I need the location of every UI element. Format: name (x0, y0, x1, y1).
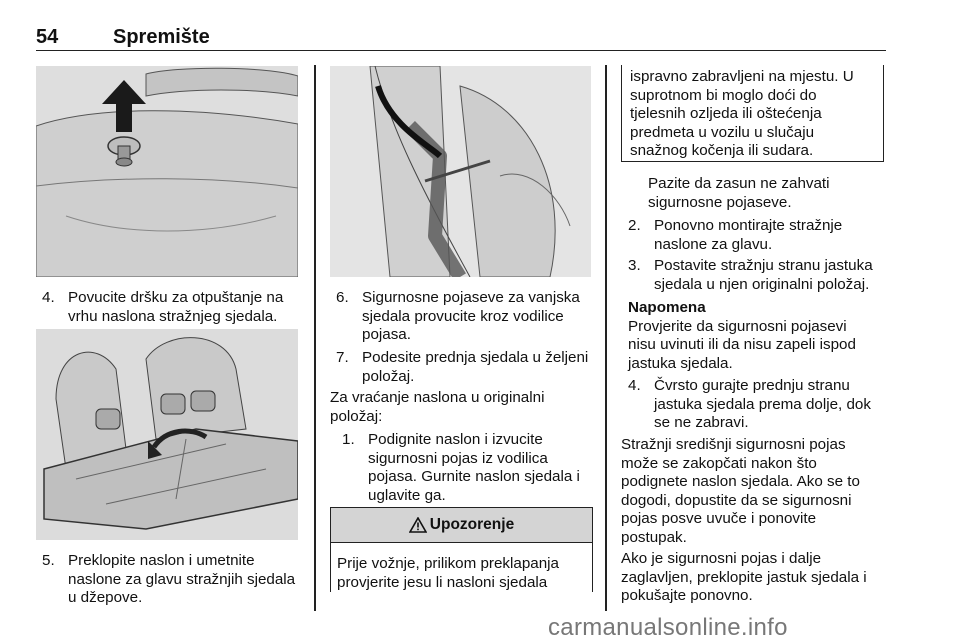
step-number: 4. (628, 377, 641, 394)
step-text: Preklopite naslon i umetnite naslone za glavu stražnjih sjedala u džepove. (68, 552, 296, 607)
folded-seat-illustration (36, 329, 298, 540)
step-number: 3. (628, 257, 641, 274)
watermark: carmanualsonline.info (548, 614, 788, 641)
step-text: Podesite prednja sjedala u željeni položaj. (362, 349, 589, 385)
step-text: Postavite stražnju stranu jastuka sjedala u njen originalni položaj. (654, 257, 873, 293)
step-2-right (628, 217, 888, 254)
warning-triangle-icon (409, 517, 427, 533)
figure-headrest-release (36, 66, 298, 277)
page-header (36, 20, 886, 51)
note-text: Provjerite da sigurnosni pojasevi nisu uvinuti ili da nisu zapeli ispod jastuka sjedala. (628, 317, 856, 372)
warning-title: Upozorenje (429, 516, 515, 533)
step-4-left (42, 289, 298, 326)
step-3-right (628, 257, 890, 294)
paragraph-belt-stuck: Ako je sigurnosni pojas i dalje zaglavljen, preklopite jastuk sjedala i pokušajte ponovno. (621, 550, 867, 605)
column-divider-2 (605, 65, 607, 611)
step-4-right (628, 377, 890, 433)
note-title: Napomena (628, 299, 706, 316)
note-block (628, 299, 878, 373)
step-number: 4. (42, 289, 55, 306)
step-1-continuation: Pazite da zasun ne zahvati sigurnosne pojaseve. (648, 175, 830, 211)
step-number: 2. (628, 217, 641, 234)
page-title: Spremište (113, 26, 210, 48)
step-5-left (42, 552, 304, 608)
page-number: 54 (36, 26, 59, 48)
step-1-middle (342, 431, 592, 505)
step-text: Povucite dršku za otpuštanje na vrhu naslona stražnjeg sjedala. (68, 289, 284, 325)
warning-header (331, 508, 592, 543)
warning-text: Prije vožnje, prilikom preklapanja provjerite jesu li nasloni sjedala (337, 555, 560, 591)
step-number: 1. (342, 431, 355, 448)
step-text: Ponovno montirajte stražnje naslone za glavu. (654, 217, 843, 253)
belt-guide-illustration (330, 66, 591, 277)
figure-belt-guide (330, 66, 591, 277)
column-divider-1 (314, 65, 316, 611)
step-7-middle (336, 349, 598, 386)
restore-intro: Za vraćanje naslona u originalni položaj: (330, 389, 545, 425)
warning-continuation: ispravno zabravljeni na mjestu. U suprotnom bi moglo doći do tjelesnih ozljeda ili oštećenja predmeta u vozilu u slučaju snažnog kočenja ili sudara. (621, 65, 884, 162)
step-number: 7. (336, 349, 349, 366)
step-number: 5. (42, 552, 55, 569)
step-text: Čvrsto gurajte prednju stranu jastuka sjedala prema dolje, dok se ne zabravi. (654, 377, 871, 432)
paragraph-center-belt: Stražnji središnji sigurnosni pojas može se zakopčati nakon što podignete naslon sjedala. Ako se to dogodi, dopustite da se sigurnosni pojas posve uvuče i ponovite postupak. (621, 436, 860, 546)
step-text: Sigurnosne pojaseve za vanjska sjedala provucite kroz vodilice pojasa. (362, 289, 580, 344)
headrest-release-illustration (36, 66, 298, 277)
figure-fold-seat (36, 329, 298, 540)
warning-box (330, 507, 593, 592)
step-6-middle (336, 289, 598, 345)
step-number: 6. (336, 289, 349, 306)
step-text: Podignite naslon i izvucite sigurnosni pojas iz vodilica pojasa. Gurnite naslon sjedala i uglavite ga. (368, 431, 580, 504)
